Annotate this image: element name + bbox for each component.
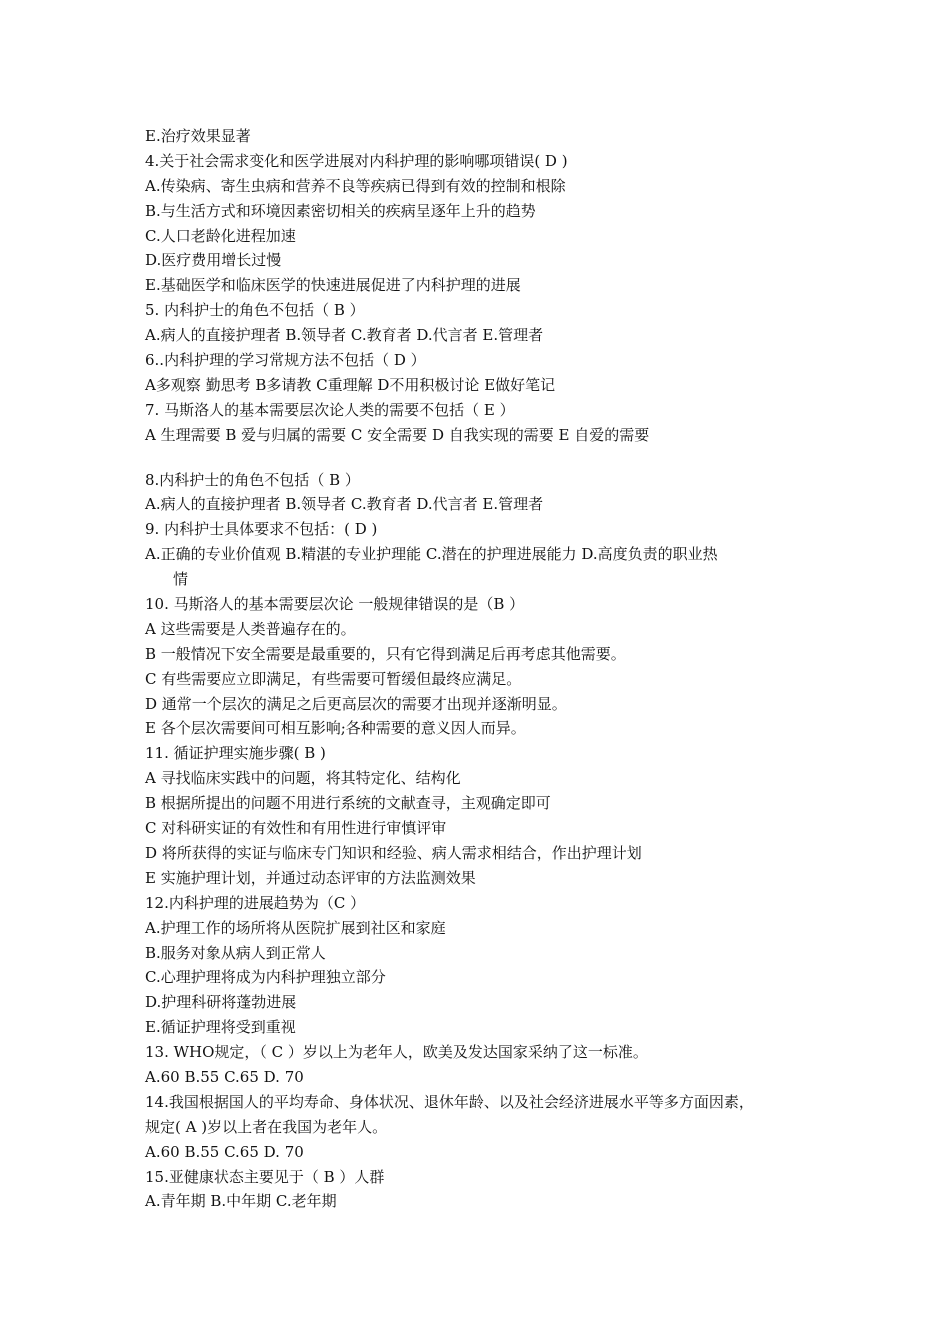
option-line: A.护理工作的场所将从医院扩展到社区和家庭: [145, 918, 446, 937]
question-14: 14.我国根据国人的平均寿命、身体状况、退休年龄、以及社会经济进展水平等多方面因素，: [145, 1092, 754, 1111]
option-line: B.与生活方式和环境因素密切相关的疾病呈逐年上升的趋势: [145, 201, 536, 220]
document-body: [145, 124, 825, 1214]
option-line: B.服务对象从病人到正常人: [145, 943, 326, 962]
question-15: 15.亚健康状态主要见于（ B ）人群: [145, 1167, 385, 1186]
option-line: C.人口老龄化进程加速: [145, 226, 296, 245]
option-line: B 一般情况下安全需要是最重要的，只有它得到满足后再考虑其他需要。: [145, 644, 626, 663]
option-line: A.正确的专业价值观 B.精湛的专业护理能 C.潜在的护理进展能力 D.高度负责的职业热: [145, 545, 718, 564]
option-line: A.60 B.55 C.65 D. 70: [145, 1142, 304, 1161]
text-line: E.治疗效果显著: [145, 127, 251, 145]
question-13: 13. WHO规定，（ C ）岁以上为老年人，欧美及发达国家采纳了这一标准。: [145, 1043, 648, 1062]
option-line: E.基础医学和临床医学的快速进展促进了内科护理的进展: [145, 276, 521, 295]
option-line: E 实施护理计划，并通过动态评审的方法监测效果: [145, 868, 476, 887]
option-line: A.病人的直接护理者 B.领导者 C.教育者 D.代言者 E.管理者: [145, 495, 544, 514]
question-14-continued: 规定( A )岁以上者在我国为老年人。: [145, 1117, 388, 1136]
option-line: C 有些需要应立即满足，有些需要可暂缓但最终应满足。: [145, 669, 522, 688]
question-9: 9. 内科护士具体要求不包括：( D ): [145, 520, 378, 539]
question-5: 5. 内科护士的角色不包括（ B ）: [145, 301, 365, 320]
question-11: 11. 循证护理实施步骤( B ): [145, 744, 326, 763]
option-line: D 将所获得的实证与临床专门知识和经验、病人需求相结合，作出护理计划: [145, 843, 642, 862]
option-line: A多观察 勤思考 B多请教 C重理解 D不用积极讨论 E做好笔记: [145, 375, 556, 394]
question-7: 7. 马斯洛人的基本需要层次论人类的需要不包括（ E ）: [145, 400, 515, 419]
option-line: E.循证护理将受到重视: [145, 1018, 296, 1037]
question-8: 8.内科护士的角色不包括（ B ）: [145, 470, 360, 489]
option-line: D.护理科研将蓬勃进展: [145, 993, 297, 1012]
option-line: A.病人的直接护理者 B.领导者 C.教育者 D.代言者 E.管理者: [145, 326, 544, 345]
option-line: D.医疗费用增长过慢: [145, 251, 282, 270]
option-line: A.60 B.55 C.65 D. 70: [145, 1067, 304, 1086]
option-line: B 根据所提出的问题不用进行系统的文献查寻，主观确定即可: [145, 794, 551, 813]
question-12: 12.内科护理的进展趋势为（C ）: [145, 893, 366, 912]
option-line: A 生理需要 B 爱与归属的需要 C 安全需要 D 自我实现的需要 E 自爱的需要: [145, 425, 650, 444]
option-line: C.心理护理将成为内科护理独立部分: [145, 968, 386, 987]
option-line: A.青年期 B.中年期 C.老年期: [145, 1192, 337, 1211]
option-line: A 寻找临床实践中的问题，将其特定化、结构化: [145, 769, 461, 788]
option-line: A.传染病、寄生虫病和营养不良等疾病已得到有效的控制和根除: [145, 176, 566, 195]
option-line: E 各个层次需要间可相互影响;各种需要的意义因人而异。: [145, 719, 526, 738]
question-6: 6..内科护理的学习常规方法不包括（ D ）: [145, 351, 426, 370]
option-line-continued: 情: [173, 570, 189, 589]
question-4: 4.关于社会需求变化和医学进展对内科护理的影响哪项错误( D ): [145, 151, 568, 170]
question-10: 10. 马斯洛人的基本需要层次论 一般规律错误的是（B ）: [145, 595, 525, 614]
option-line: D 通常一个层次的满足之后更高层次的需要才出现并逐渐明显。: [145, 694, 567, 713]
option-line: C 对科研实证的有效性和有用性进行审慎评审: [145, 819, 447, 838]
option-line: A 这些需要是人类普遍存在的。: [145, 619, 356, 638]
